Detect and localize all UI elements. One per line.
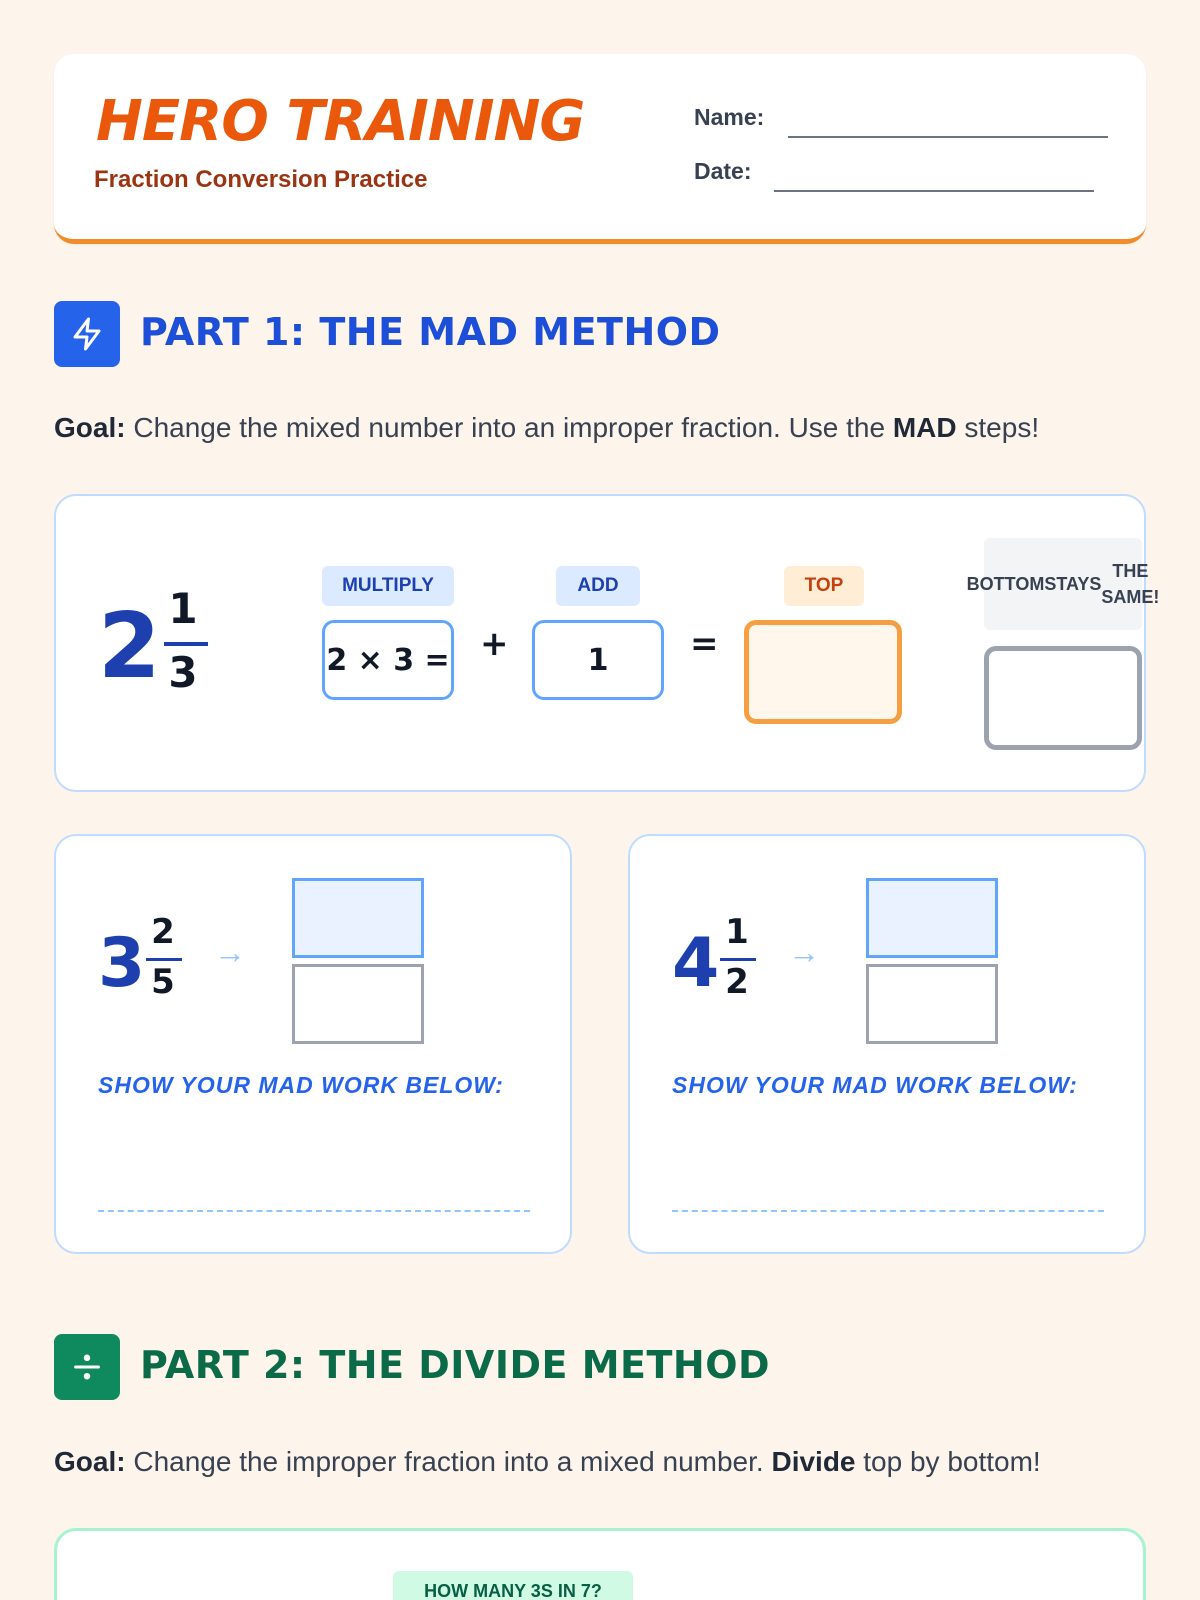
part1-goal [54, 412, 1039, 444]
numerator-answer-box[interactable] [292, 878, 424, 958]
name-label: Name: [694, 104, 765, 130]
goal-text-end: top by bottom! [855, 1446, 1041, 1477]
lightning-icon [54, 301, 120, 367]
page-subtitle: Fraction Conversion Practice [94, 166, 428, 193]
problem-denominator: 2 [725, 962, 749, 1002]
example-whole: 2 [98, 594, 161, 699]
fraction-bar [720, 958, 756, 961]
work-line[interactable] [98, 1210, 530, 1212]
add-box: 1 [532, 620, 664, 700]
fraction-bar [146, 958, 182, 961]
work-label: SHOW YOUR MAD WORK BELOW: [672, 1072, 1078, 1098]
goal-bold: MAD [892, 412, 957, 443]
goal-text: Change the mixed number into an improper fraction. Use the [125, 412, 893, 443]
equals-sign: = [690, 624, 719, 664]
problem-card [54, 834, 572, 1254]
problem-card [628, 834, 1146, 1254]
part2-heading: PART 2: THE DIVIDE METHOD [140, 1343, 771, 1387]
example-numerator: 1 [168, 584, 198, 633]
divide-icon [54, 1334, 120, 1400]
bottom-tag-line1: BOTTOM [966, 574, 1045, 594]
goal-prefix: Goal: [54, 412, 126, 443]
date-line[interactable] [774, 190, 1094, 192]
top-answer-box[interactable] [744, 620, 902, 724]
date-label: Date: [694, 158, 752, 184]
arrow-right-icon: → [214, 934, 246, 970]
arrow-right-icon: → [788, 934, 820, 970]
mad-example-box [54, 494, 1160, 792]
bottom-answer-box[interactable] [984, 646, 1142, 750]
goal-bold: Divide [771, 1446, 856, 1477]
work-label: SHOW YOUR MAD WORK BELOW: [98, 1072, 504, 1098]
bottom-tag [966, 538, 1160, 630]
problem-denominator: 5 [151, 962, 175, 1002]
denominator-answer-box[interactable] [866, 964, 998, 1044]
denominator-answer-box[interactable] [292, 964, 424, 1044]
part1-heading: PART 1: THE MAD METHOD [140, 310, 721, 354]
header-card [54, 54, 1146, 244]
multiply-tag: MULTIPLY [322, 566, 454, 606]
problem-whole: 4 [672, 924, 720, 1003]
problem-numerator: 1 [725, 912, 749, 952]
plus-sign: + [480, 624, 509, 664]
problem-numerator: 2 [151, 912, 175, 952]
bottom-tag-line2: STAYS [1044, 574, 1102, 594]
multiply-box: 2 × 3 = [322, 620, 454, 700]
example-denominator: 3 [168, 648, 198, 697]
bottom-tag-line3: THE SAME! [1101, 561, 1160, 607]
goal-prefix: Goal: [54, 1446, 126, 1477]
add-tag: ADD [556, 566, 640, 606]
problem-whole: 3 [98, 924, 146, 1003]
name-line[interactable] [788, 136, 1108, 138]
goal-text-end: steps! [956, 412, 1040, 443]
fraction-bar [164, 642, 208, 646]
work-line[interactable] [672, 1210, 1104, 1212]
part2-goal [54, 1446, 1041, 1478]
numerator-answer-box[interactable] [866, 878, 998, 958]
goal-text: Change the improper fraction into a mixed number. [125, 1446, 772, 1477]
top-tag: TOP [784, 566, 864, 606]
hint-tag: HOW MANY 3S IN 7? [393, 1571, 633, 1600]
divide-example-box [54, 1528, 1146, 1600]
page-title: HERO TRAINING [96, 89, 585, 154]
